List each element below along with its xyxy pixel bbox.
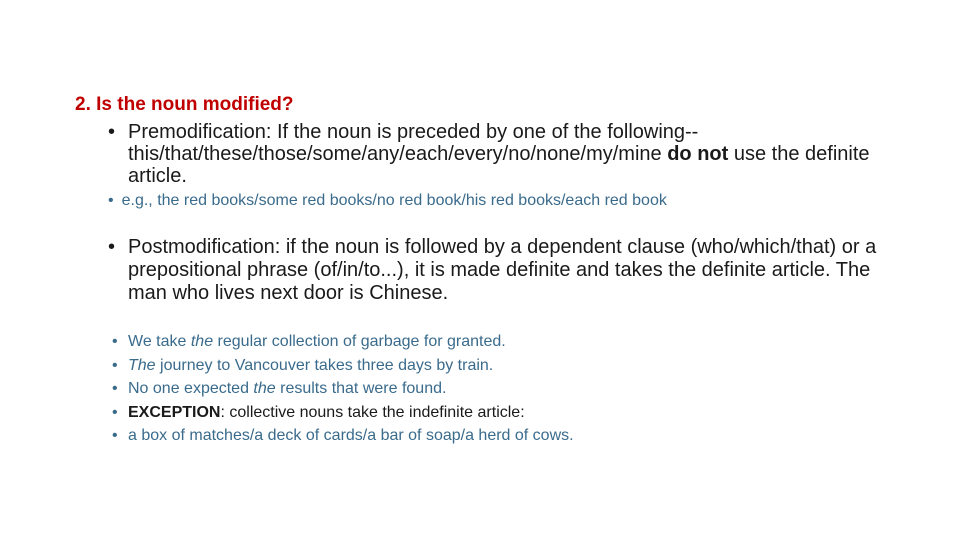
list-item [112, 401, 574, 425]
bullet-icon: • [112, 403, 118, 421]
premodification-bullet [108, 121, 898, 187]
premod-text-before: Premodification: If the noun is preceded by one of the following--this/that/these/those/some/any/each/every/no/none/my/mine [128, 121, 699, 165]
bullet-icon: • [112, 333, 118, 350]
example-3-em: the [253, 380, 276, 397]
exception-label: EXCEPTION [128, 403, 221, 421]
example-1-em: the [190, 333, 214, 350]
bullet-icon: • [112, 380, 118, 397]
list-item [112, 330, 574, 354]
heading-number: 2. [75, 94, 91, 115]
premodification-example [108, 192, 667, 210]
bullet-icon: • [112, 356, 118, 374]
bullet-icon: • [108, 192, 114, 209]
premod-text-after: use the definite article. [128, 143, 870, 187]
example-list [112, 330, 574, 448]
example-3-pre: No one expected [128, 380, 254, 397]
list-item [112, 424, 574, 448]
premodification-text [128, 121, 898, 187]
premod-example-text: e.g., the red books/some red books/no red book/his red books/each red book [121, 192, 667, 209]
bullet-icon: • [112, 427, 118, 444]
bullet-icon: • [108, 236, 116, 258]
bullet-icon: • [108, 121, 116, 143]
list-item [112, 354, 574, 378]
list-item [112, 377, 574, 401]
example-1-pre: We take [128, 333, 191, 350]
example-5-text: a box of matches/a deck of cards/a bar of soap/a herd of cows. [128, 427, 574, 444]
heading-text: Is the noun modified? [96, 94, 294, 115]
example-2-post: journey to Vancouver takes three days by train. [155, 356, 494, 374]
exception-text: : collective nouns take the indefinite article: [220, 403, 525, 421]
example-1-post: regular collection of garbage for granted. [213, 333, 506, 350]
premod-bold: do not [667, 143, 729, 165]
section-heading [75, 94, 294, 116]
postmodification-text: Postmodification: if the noun is followed by a dependent clause (who/which/that) or a prepositional phrase (of/in/to...), it is made definite and takes the definite article. The man who lives next door is Chinese. [128, 236, 877, 304]
example-2-em: The [128, 356, 156, 374]
postmodification-bullet [108, 236, 888, 305]
example-3-post: results that were found. [275, 380, 447, 397]
